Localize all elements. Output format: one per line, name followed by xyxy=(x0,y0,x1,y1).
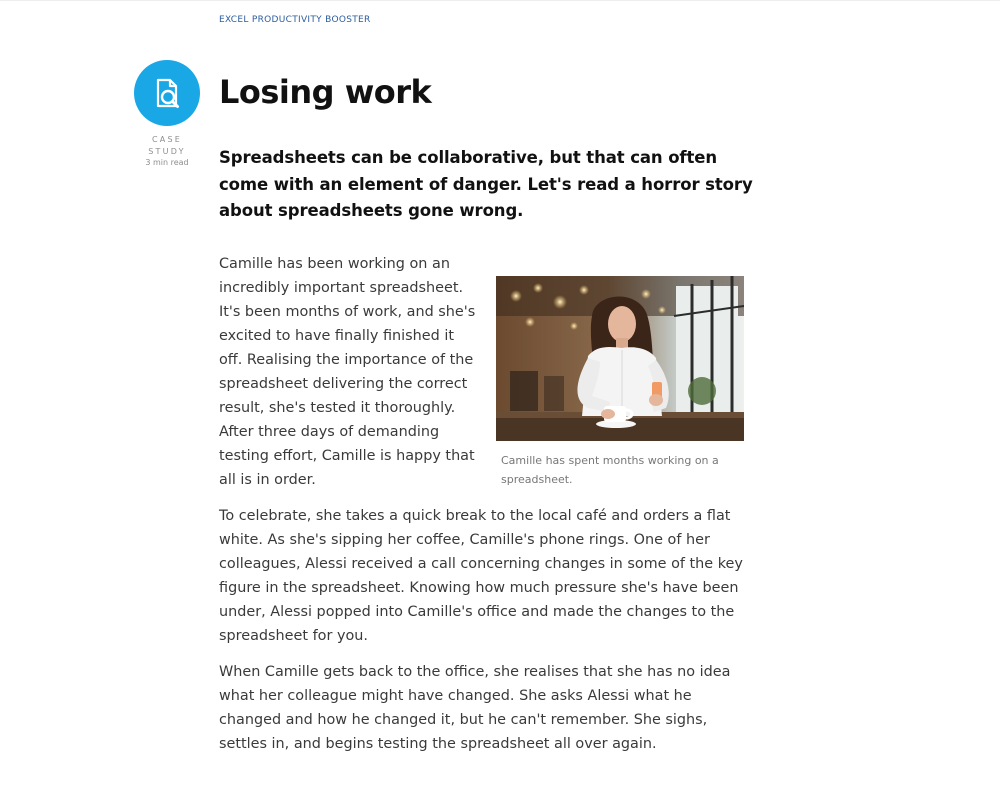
cafe-photo xyxy=(496,276,744,441)
breadcrumb-link[interactable]: EXCEL PRODUCTIVITY BOOSTER xyxy=(219,15,371,25)
content-type-label: CASE STUDY xyxy=(148,135,186,156)
badge-meta xyxy=(130,134,204,168)
body-paragraph-3: When Camille gets back to the office, she realises that she has no idea what her colleague might have changed. She asks Alessi what he changed and how he changed it, but he can't remember. She sighs, settles in, and begins testing the spreadsheet all over again. xyxy=(219,664,731,752)
read-time-label: 3 min read xyxy=(145,158,189,167)
article-figure xyxy=(496,276,744,489)
intro-text: Spreadsheets can be collaborative, but that can often come with an element of danger. Let's read a horror story about spreadsheets gone wrong. xyxy=(219,148,753,220)
top-divider xyxy=(0,0,1000,1)
body-paragraph-2: To celebrate, she takes a quick break to the local café and orders a flat white. As she's sipping her coffee, Camille's phone rings. One of her colleagues, Alessi received a call concerning changes in some of the key figure in the spreadsheet. Knowing how much pressure she's have been under, Alessi popped into Camille's office and made the changes to the spreadsheet for you. xyxy=(219,508,743,644)
body-paragraph-1: Camille has been working on an incredibly important spreadsheet. It's been months of work, and she's excited to have finally finished it off. Realising the importance of the spreadsheet delivering the correct result, she's tested it thoroughly. After three days of demanding testing effort, Camille is happy that all is in order. xyxy=(219,256,476,488)
page-title: Losing work xyxy=(219,73,432,111)
case-study-badge xyxy=(134,60,200,126)
figure-caption: Camille has spent months working on a spreadsheet. xyxy=(501,454,719,486)
woman-with-phone-photo xyxy=(496,276,744,441)
document-search-icon xyxy=(134,60,200,126)
